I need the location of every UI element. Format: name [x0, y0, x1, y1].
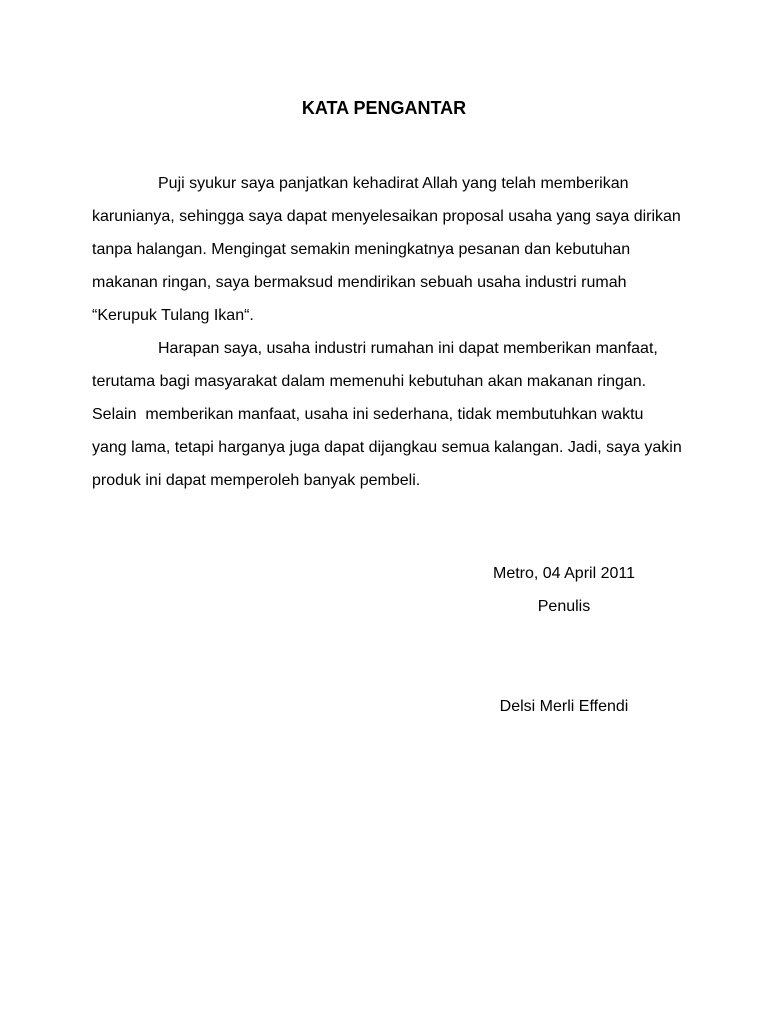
signature-name: Delsi Merli Effendi — [499, 698, 629, 715]
paragraph-line: “Kerupuk Tulang Ikan“. — [92, 307, 254, 324]
paragraph-line: yang lama, tetapi harganya juga dapat dijangkau semua kalangan. Jadi, saya yakin — [92, 439, 682, 456]
paragraph-line: Harapan saya, usaha industri rumahan ini dapat memberikan manfaat, — [158, 340, 658, 357]
paragraph-line: Selain memberikan manfaat, usaha ini sederhana, tidak membutuhkan waktu — [92, 406, 644, 423]
paragraph-2 — [92, 332, 682, 497]
signature-role: Penulis — [537, 598, 591, 615]
paragraph-line: Puji syukur saya panjatkan kehadirat Allah yang telah memberikan — [158, 175, 629, 192]
paragraph-line: terutama bagi masyarakat dalam memenuhi kebutuhan akan makanan ringan. — [92, 373, 647, 390]
paragraph-line: produk ini dapat memperoleh banyak pembeli. — [92, 472, 421, 489]
paragraph-line: karunianya, sehingga saya dapat menyelesaikan proposal usaha yang saya dirikan — [92, 208, 681, 225]
body-text — [92, 167, 682, 497]
signature-place-date: Metro, 04 April 2011 — [492, 565, 635, 582]
page-title: KATA PENGANTAR — [301, 98, 467, 118]
paragraph-line: makanan ringan, saya bermaksud mendirikan sebuah usaha industri rumah — [92, 274, 627, 291]
paragraph-line: tanpa halangan. Mengingat semakin meningkatnya pesanan dan kebutuhan — [92, 241, 631, 258]
paragraph-1 — [92, 167, 682, 332]
